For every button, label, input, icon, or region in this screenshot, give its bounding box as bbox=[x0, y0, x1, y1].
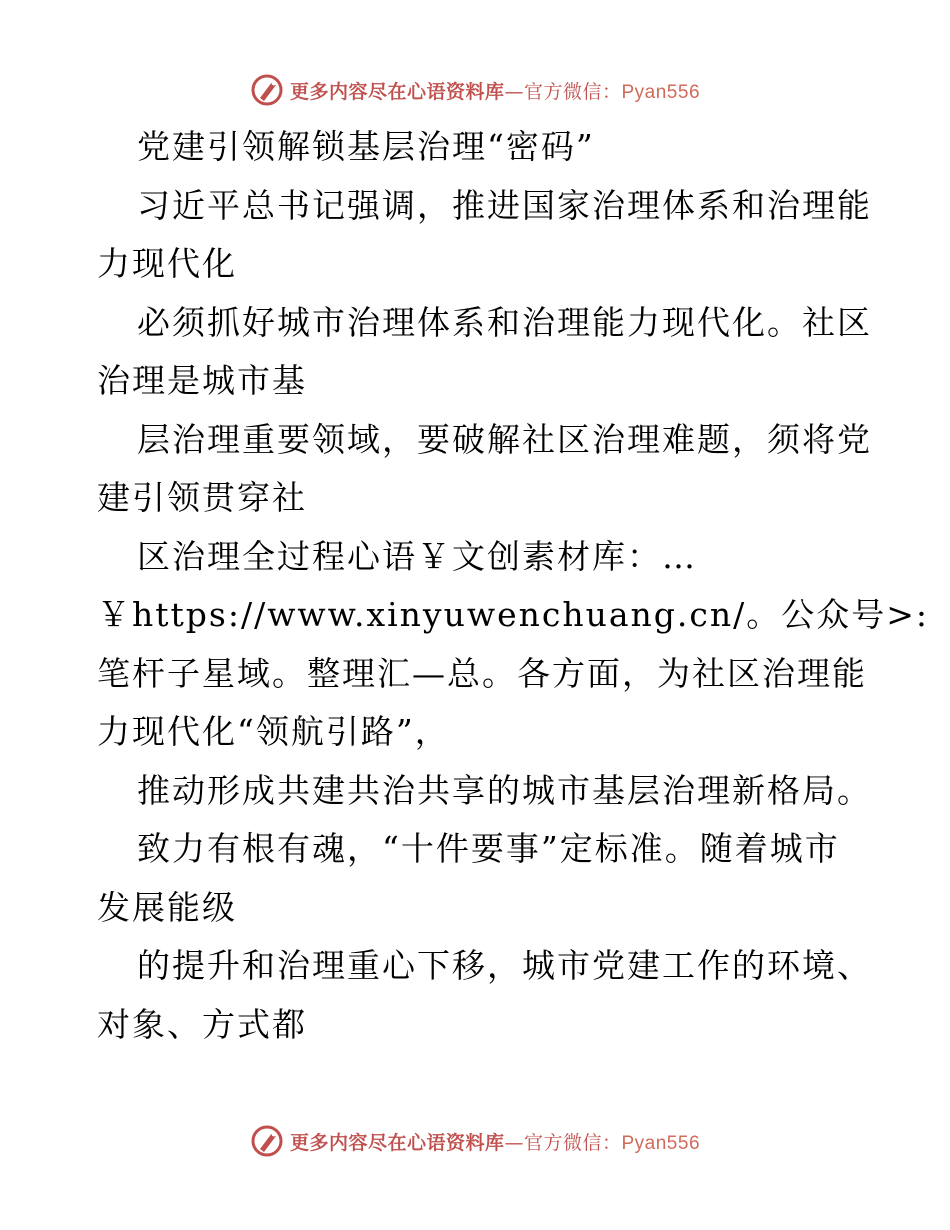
watermark-main: 更多内容尽在心语资料库 bbox=[289, 80, 505, 103]
watermark-dash: — bbox=[504, 80, 524, 103]
document-line: 党建引领解锁基层治理“密码” bbox=[137, 127, 595, 166]
pen-logo-icon bbox=[250, 73, 284, 107]
document-line: 区治理全过程心语￥文创素材库：… bbox=[137, 536, 697, 576]
document-line: 推动形成共建共治共享的城市基层治理新格局。 bbox=[137, 770, 872, 810]
watermark-main: 更多内容尽在心语资料库 bbox=[289, 1131, 505, 1154]
document-line: 治理是城市基 bbox=[97, 361, 307, 400]
watermark-wechat-label: 官方微信： bbox=[523, 1131, 622, 1154]
pen-logo-icon bbox=[250, 1124, 284, 1158]
document-line: 习近平总书记强调，推进国家治理体系和治理能 bbox=[137, 185, 872, 225]
document-line: 对象、方式都 bbox=[97, 1004, 307, 1044]
document-line: 笔杆子星域。整理汇—总。各方面，为社区治理能 bbox=[97, 653, 867, 693]
document-line: 的提升和治理重心下移，城市党建工作的环境、 bbox=[137, 946, 872, 985]
watermark-wechat-id: Pyan556 bbox=[621, 1132, 701, 1154]
document-line: 必须抓好城市治理体系和治理能力现代化。社区 bbox=[137, 302, 872, 342]
document-line: 力现代化 bbox=[97, 244, 237, 283]
footer-watermark bbox=[0, 1121, 950, 1161]
watermark-text bbox=[290, 1128, 700, 1155]
watermark-wechat-id: Pyan556 bbox=[621, 81, 701, 103]
document-line: 层治理重要领域，要破解社区治理难题，须将党 bbox=[137, 419, 872, 459]
document-line: 致力有根有魂，“十件要事”定标准。随着城市 bbox=[137, 829, 840, 868]
watermark-dash: — bbox=[504, 1131, 524, 1154]
header-watermark bbox=[0, 70, 950, 110]
document-line: 建引领贯穿社 bbox=[97, 478, 307, 517]
watermark-text bbox=[290, 77, 700, 104]
document-line: 力现代化“领航引路”， bbox=[97, 712, 450, 751]
watermark-wechat-label: 官方微信： bbox=[523, 80, 622, 103]
document-body bbox=[97, 118, 930, 1054]
document-line: 发展能级 bbox=[97, 887, 237, 927]
document-line: ￥https://www.xinyuwenchuang.cn/。公众号>: bbox=[97, 595, 930, 634]
